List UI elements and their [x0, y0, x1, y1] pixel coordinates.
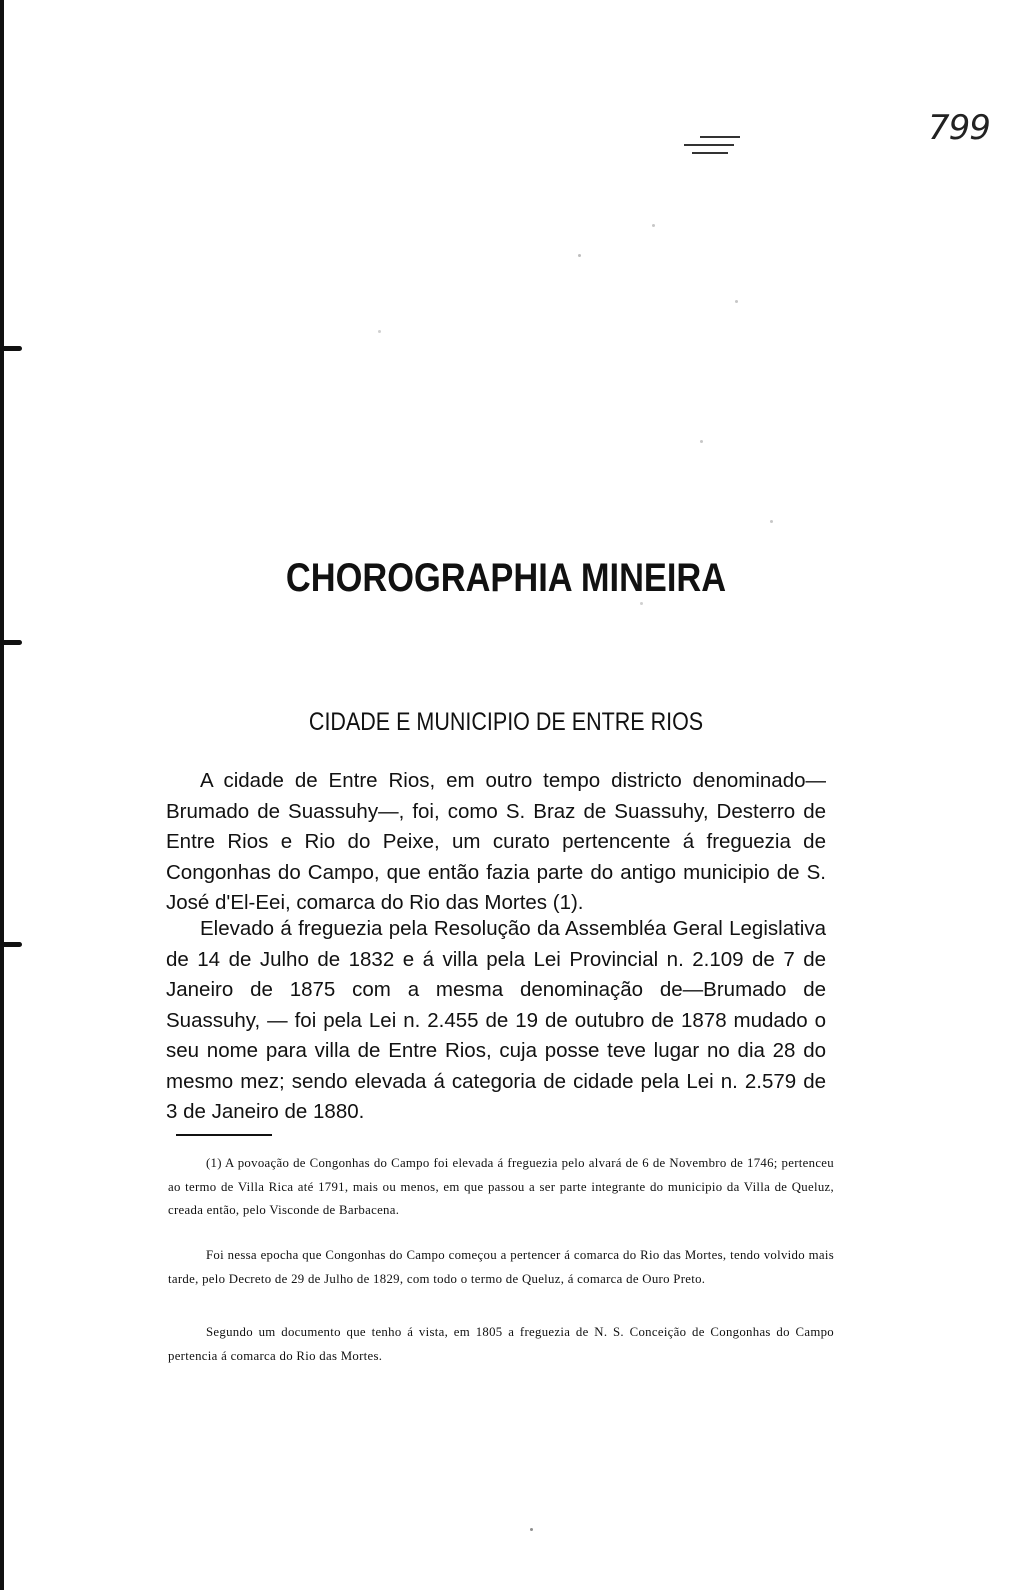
body-paragraph: Elevado á freguezia pela Resolução da Assembléa Geral Legislativa de 14 de Julho de 1832 e á villa pela Lei Provincial n. 2.109 de 7 de Janeiro de 1875 com a mesma denominação de—Brumado de Suassuhy, — foi pela Lei n. 2.455 de 19 de outubro de 1878 mudado o seu nome para villa de Entre Rios, cuja posse teve lugar no dia 28 do mesmo mez; sendo elevada á categoria de cidade pela Lei n. 2.579 de 3 de Janeiro de 1880. [166, 917, 826, 1123]
footnote: Foi nessa epocha que Congonhas do Campo começou a pertencer á comarca do Rio das Mortes, tendo volvido mais tarde, pelo Decreto de 29 de Julho de 1829, com todo o termo de Queluz, á comarca de Ouro Preto. [168, 1248, 834, 1286]
binding-mark [0, 640, 22, 645]
binding-mark [0, 346, 22, 351]
page-left-edge [0, 0, 4, 1590]
footnote: (1) A povoação de Congonhas do Campo foi elevada á freguezia pelo alvará de 6 de Novembro de 1746; pertenceu ao termo de Villa Rica até 1791, mais ou menos, em que passou a ser parte integrante do municipio da Villa de Queluz, creada então, pelo Visconde de Barbacena. [168, 1156, 834, 1217]
body-paragraph: A cidade de Entre Rios, em outro tempo districto denominado—Brumado de Suassuhy—, foi, como S. Braz de Suassuhy, Desterro de Entre Rios e Rio do Peixe, um curato pertencente á freguezia de Congonhas do Campo, que então fazia parte do antigo municipio de S. José d'El-Eei, comarca do Rio das Mortes (1). [166, 769, 826, 914]
binding-mark [0, 942, 22, 947]
bleed-through-dot [700, 440, 703, 443]
page-title: CHOROGRAPHIA MINEIRA [285, 556, 727, 600]
bleed-through-dot [578, 254, 581, 257]
footnote: Segundo um documento que tenho á vista, em 1805 a freguezia de N. S. Conceição de Congonhas do Campo pertencia á comarca do Rio das Mortes. [168, 1325, 834, 1363]
section-heading: CIDADE E MUNICIPIO DE ENTRE RIOS [308, 708, 704, 736]
bleed-through-dot [735, 300, 738, 303]
stamp-mark [676, 132, 746, 160]
footnote-divider [176, 1134, 272, 1136]
bleed-through-dot [652, 224, 655, 227]
bleed-through-dot [770, 520, 773, 523]
bleed-through-dot [640, 602, 643, 605]
bleed-through-dot [378, 330, 381, 333]
bleed-through-dot [530, 1528, 533, 1531]
handwritten-page-number: 799 [928, 108, 990, 148]
